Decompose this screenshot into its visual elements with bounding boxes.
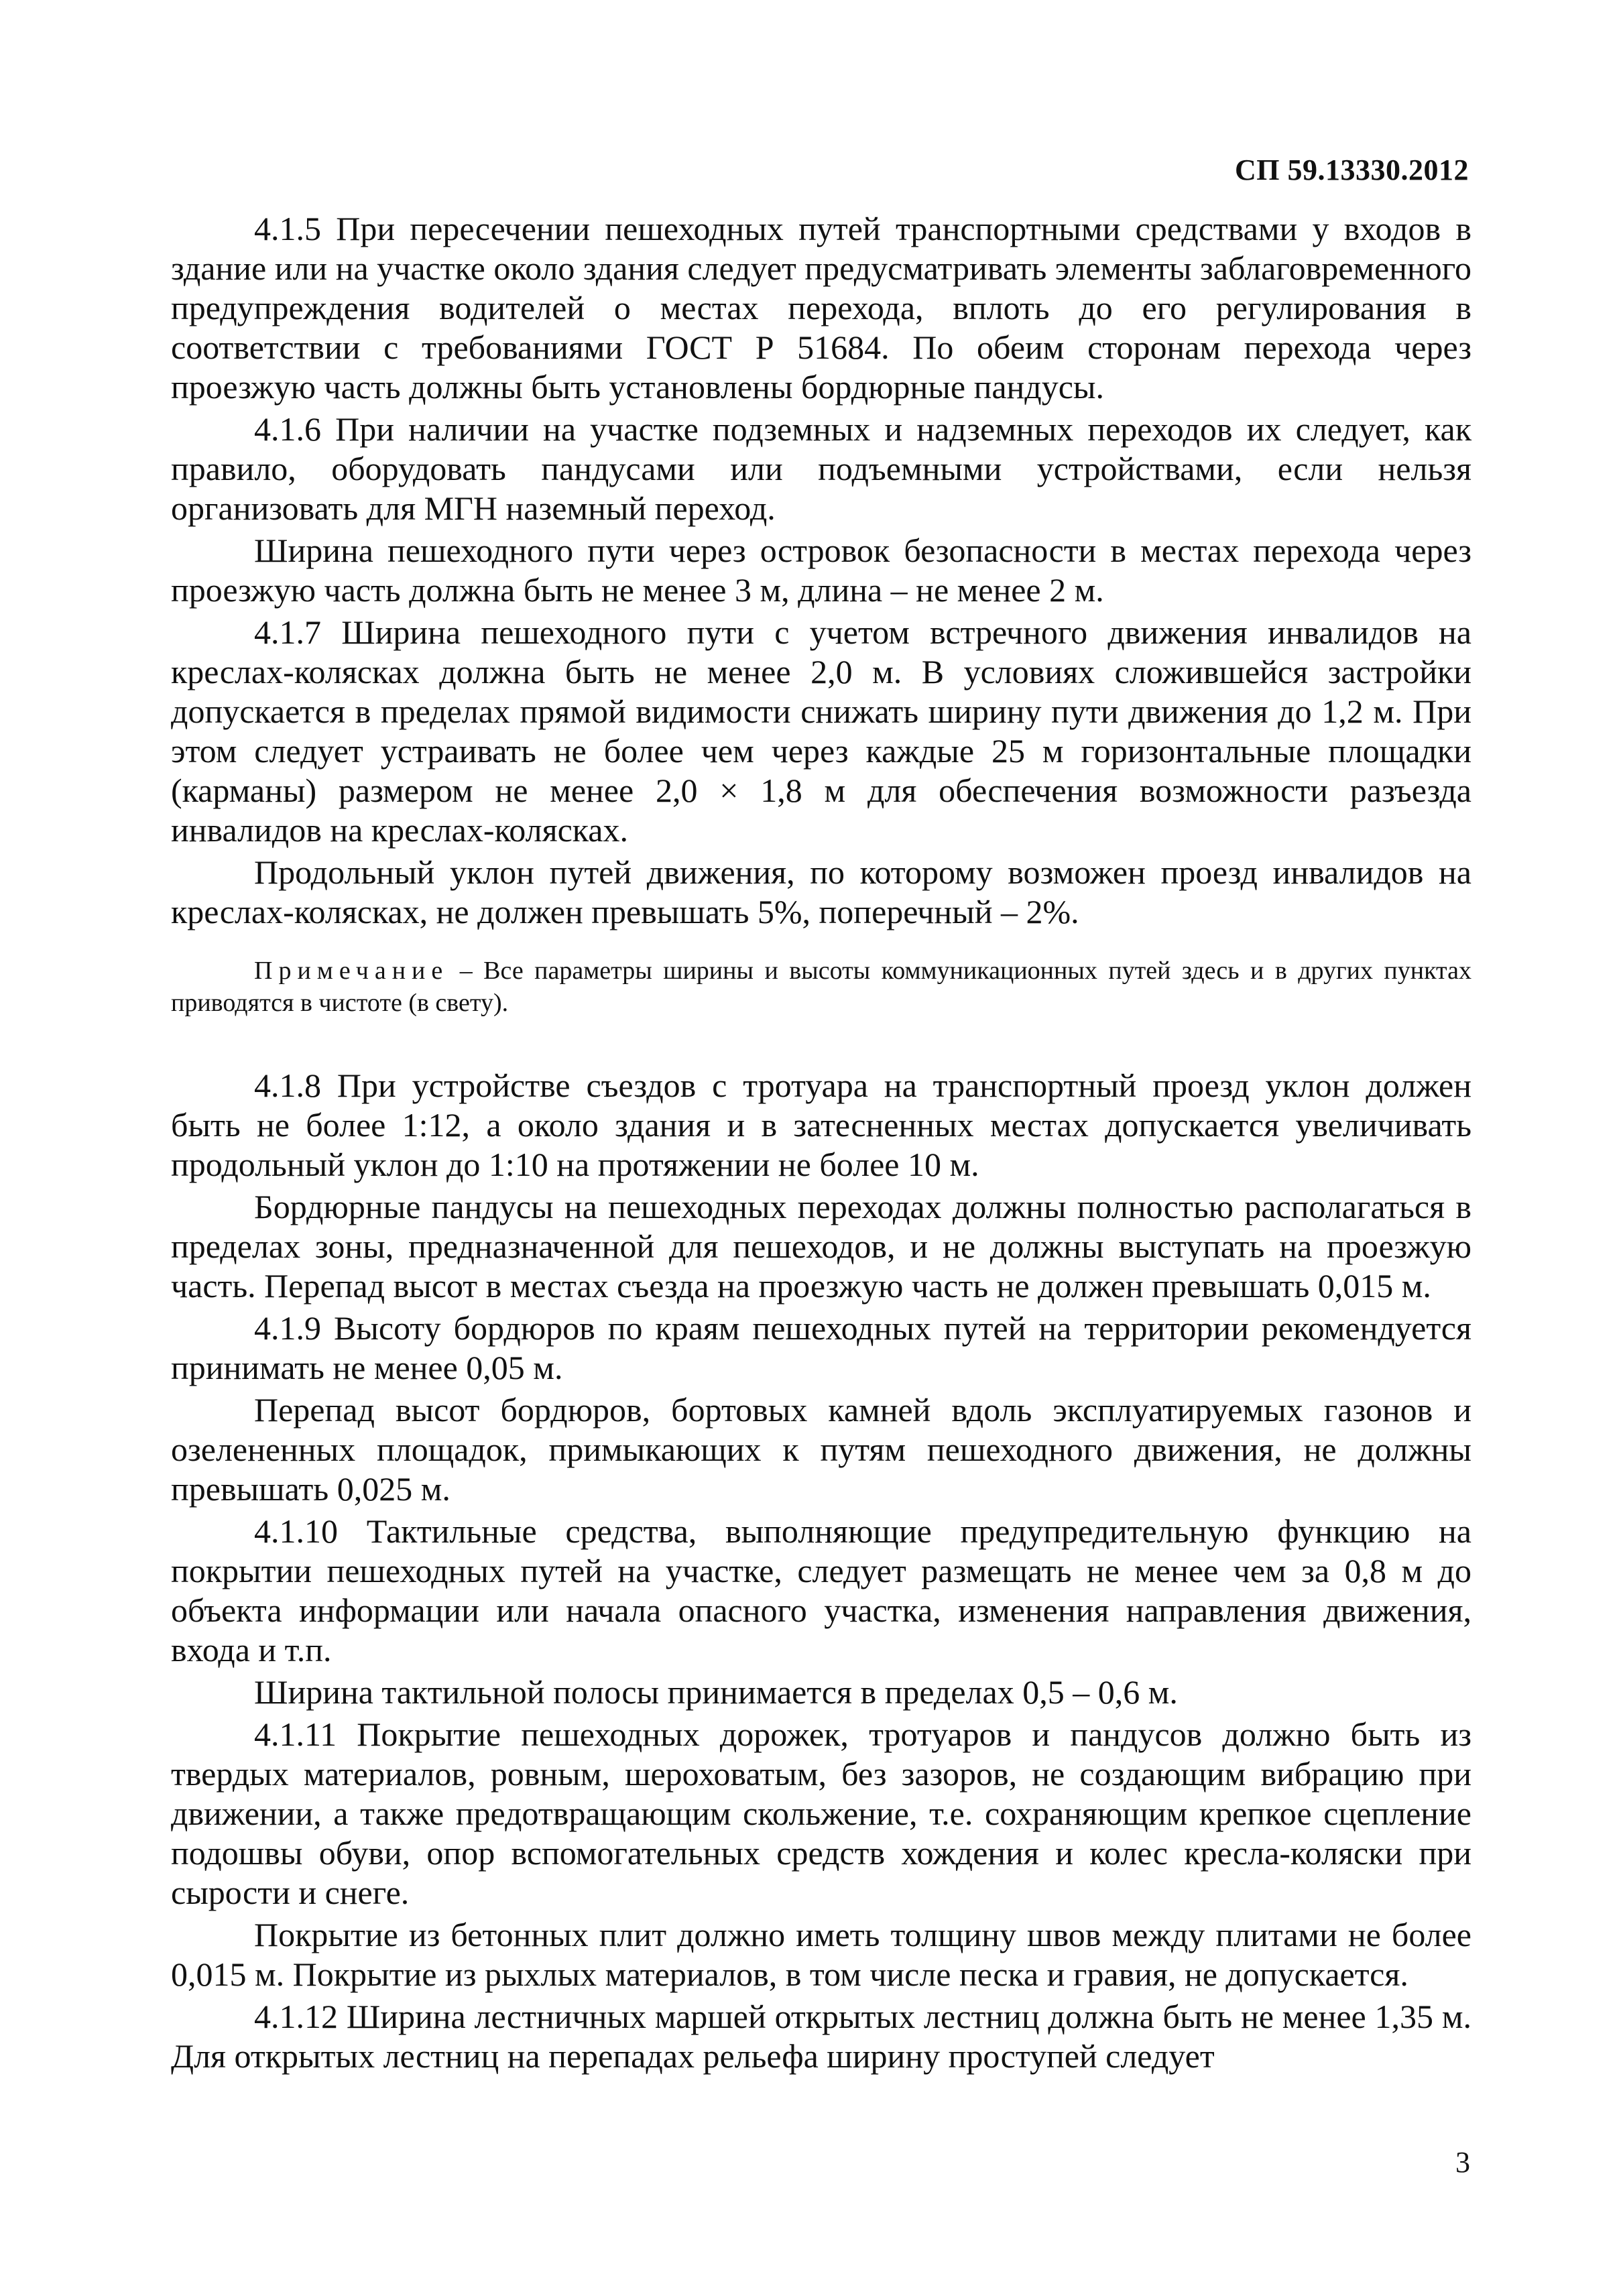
paragraph-4-1-11: 4.1.11 Покрытие пешеходных дорожек, тротуаров и пандусов должно быть из твердых материалов, ровным, шероховатым, без зазоров, не создающим вибрацию при движении, а также предотвращающим скольжение, т.е. сохраняющим крепкое сцепление подошвы обуви, опор вспомогательных средств хождения и колес кресла-коляски при сырости и снеге. — [171, 1715, 1471, 1911]
paragraph-curb-ramps: Бордюрные пандусы на пешеходных переходах должны полностью располагаться в пределах зоны, предназначенной для пешеходов, и не должны выступать на проезжую часть. Перепад высот в местах съезда на проезжую часть не должен превышать 0,015 м. — [171, 1188, 1471, 1305]
paragraph-4-1-9: 4.1.9 Высоту бордюров по краям пешеходных путей на территории рекомендуется принимать не менее 0,05 м. — [171, 1309, 1471, 1386]
paragraph-concrete-slabs: Покрытие из бетонных плит должно иметь толщину швов между плитами не более 0,015 м. Покрытие из рыхлых материалов, в том числе песка и гравия, не допускается. — [171, 1916, 1471, 1993]
paragraph-4-1-10: 4.1.10 Тактильные средства, выполняющие предупредительную функцию на покрытии пешеходных путей на участке, следует размещать не менее чем за 0,8 м до объекта информации или начала опасного участка, изменения направления движения, входа и т.п. — [171, 1512, 1471, 1669]
document-body — [171, 209, 1471, 2079]
paragraph-4-1-7: 4.1.7 Ширина пешеходного пути с учетом встречного движения инвалидов на креслах-колясках должна быть не менее 2,0 м. В условиях сложившейся застройки допускается в пределах прямой видимости снижать ширину пути движения до 1,2 м. При этом следует устраивать не более чем через каждые 25 м горизонтальные площадки (карманы) размером не менее 2,0 × 1,8 м для обеспечения возможности разъезда инвалидов на креслах-колясках. — [171, 613, 1471, 849]
document-code: СП 59.13330.2012 — [1235, 154, 1469, 186]
paragraph-4-1-6: 4.1.6 При наличии на участке подземных и надземных переходов их следует, как правило, оборудовать пандусами или подъемными устройствами, если нельзя организовать для МГН наземный переход. — [171, 410, 1471, 527]
paragraph-curb-height-difference: Перепад высот бордюров, бортовых камней вдоль эксплуатируемых газонов и озелененных площадок, примыкающих к путям пешеходного движения, не должны превышать 0,025 м. — [171, 1391, 1471, 1508]
paragraph-slope-limits: Продольный уклон путей движения, по которому возможен проезд инвалидов на креслах-колясках, не должен превышать 5%, поперечный – 2%. — [171, 853, 1471, 930]
paragraph-4-1-5: 4.1.5 При пересечении пешеходных путей транспортными средствами у входов в здание или на участке около здания следует предусматривать элементы заблаговременного предупреждения водителей о местах перехода, вплоть до его регулирования в соответствии с требованиями ГОСТ Р 51684. По обеим сторонам перехода через проезжую часть должны быть установлены бордюрные пандусы. — [171, 210, 1471, 406]
note-text: – Все параметры ширины и высоты коммуникационных путей здесь и в других пунктах приводятся в чистоте (в свету). — [171, 957, 1471, 1017]
paragraph-tactile-strip-width: Ширина тактильной полосы принимается в пределах 0,5 – 0,6 м. — [254, 1673, 1178, 1711]
paragraph-4-1-12: 4.1.12 Ширина лестничных маршей открытых лестниц должна быть не менее 1,35 м. Для открытых лестниц на перепадах рельефа ширину проступей следует — [171, 1998, 1471, 2075]
paragraph-island-width: Ширина пешеходного пути через островок безопасности в местах перехода через проезжую часть должна быть не менее 3 м, длина – не менее 2 м. — [171, 532, 1471, 609]
note-label: Примечание — [254, 957, 449, 985]
page-number: 3 — [1455, 2146, 1470, 2179]
paragraph-4-1-8: 4.1.8 При устройстве съездов с тротуара на транспортный проезд уклон должен быть не более 1:12, а около здания и в затесненных местах допускается увеличивать продольный уклон до 1:10 на протяжении не более 10 м. — [171, 1067, 1471, 1183]
note — [171, 955, 1471, 1019]
